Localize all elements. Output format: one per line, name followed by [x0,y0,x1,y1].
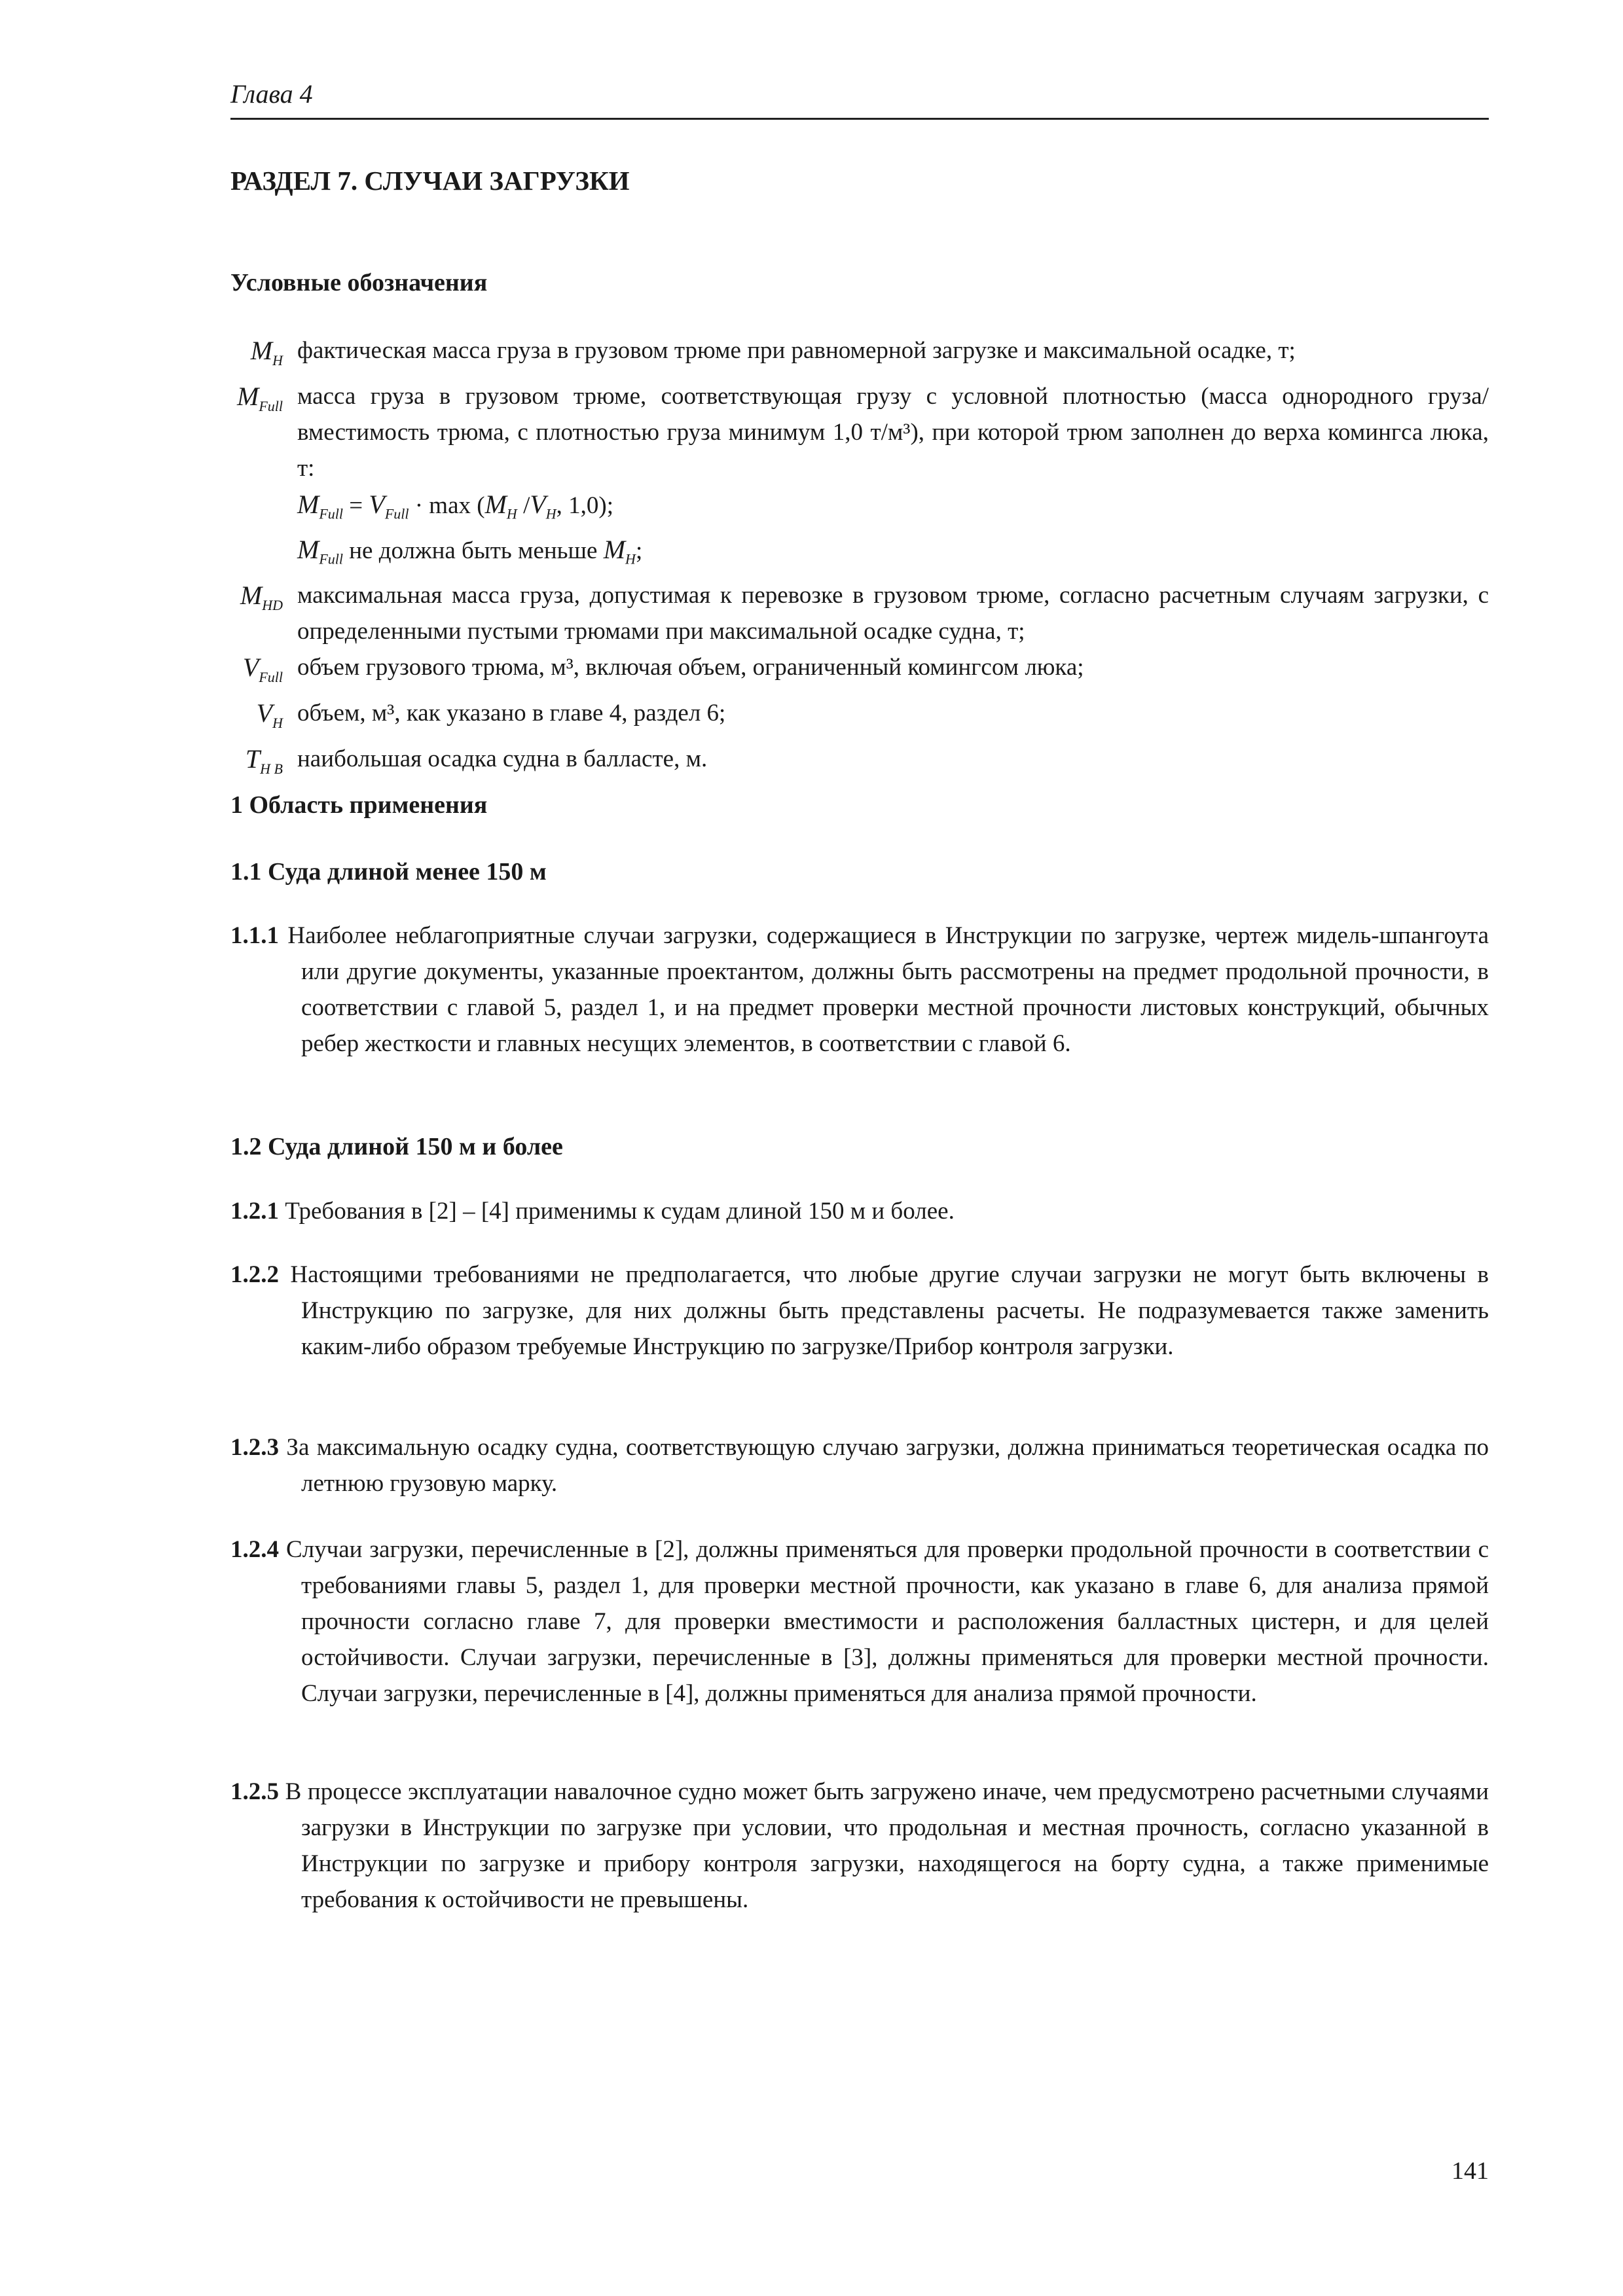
notation-item [211,577,1489,649]
clause-text: Настоящими требованиями не предполагается, что любые другие случаи загрузки не могут быть включены в Инструкцию по загрузке, для них должны быть представлены расчеты. Не подразумевается также заменить каким-либо образом требуемые Инструкцию по загрузке/Прибор контроля загрузки. [279,1261,1489,1360]
notation-definition: фактическая масса груза в грузовом трюме при равномерной загрузке и максимальной осадке, т; [297,337,1296,364]
notation-symbol: $M_{HD}$ [240,580,283,613]
clause-1-2-3 [230,1429,1489,1501]
notation-symbol: $M_H$ [250,336,283,368]
clause-1-1-1 [230,918,1489,1062]
scope-heading: 1 Область применения [230,791,488,819]
clause-text: В процессе эксплуатации навалочное судно может быть загружено иначе, чем предусмотрено расчетными случаями загрузки в Инструкции по загрузке при условии, что продольная и местная прочность, согласно указанной в Инструкции по загрузке и прибору контроля загрузки, находящегося на борту судна, а также применимые требования к остойчивости не превышены. [279,1778,1489,1913]
notation-list [211,332,1489,787]
notation-definition: объем, м³, как указано в главе 4, раздел 6; [297,699,726,726]
subsection-heading: 1.2 Суда длиной 150 м и более [230,1133,563,1160]
notation-item [211,695,1489,741]
section-title: РАЗДЕЛ 7. СЛУЧАИ ЗАГРУЗКИ [230,166,630,196]
clause-1-2-5 [230,1774,1489,1918]
notation-definition: максимальная масса груза, допустимая к перевозке в грузовом трюме, согласно расчетным случаям загрузки, с определенными пустыми трюмами при максимальной осадке судна, т; [297,581,1489,645]
notation-item [211,649,1489,695]
page-header [230,77,1489,120]
notation-definition: масса груза в грузовом трюме, соответствующая грузу с условной плотностью (масса однородного груза/вместимость трюма, с плотностью груза минимум 1,0 т/м³), при которой трюм заполнен до верха комингса люка, т: [297,383,1489,482]
clause-text: Наиболее неблагоприятные случаи загрузки, содержащиеся в Инструкции по загрузке, чертеж мидель-шпангоута или другие документы, указанные проектантом, должны быть рассмотрены на предмет продольной прочности, в соответствии с главой 5, раздел 1, и на предмет проверки местной прочности листовых конструкций, обычных ребер жесткости и главных несущих элементов, в соответствии с главой 6. [279,922,1489,1057]
notation-definition: объем грузового трюма, м³, включая объем, ограниченный комингсом люка; [297,653,1084,681]
notation-item [211,378,1489,486]
notation-symbol: $M_{Full}$ [237,382,283,414]
page-number: 141 [1451,2157,1489,2185]
formula-row [211,486,1489,531]
clause-number: 1.2.2 [230,1261,279,1288]
formula-row [211,531,1489,577]
subsection-heading: 1.1 Суда длиной менее 150 м [230,858,547,886]
clause-number: 1.2.3 [230,1434,279,1461]
clause-number: 1.2.1 [230,1198,279,1225]
notation-item [211,741,1489,787]
clause-text: Требования в [2] – [4] применимы к судам длиной 150 м и более. [279,1198,955,1225]
notation-symbol: $T_{H B}$ [245,744,283,777]
notation-heading: Условные обозначения [230,269,488,296]
chapter-label: Глава 4 [230,79,313,109]
clause-number: 1.2.4 [230,1536,279,1563]
notation-item [211,332,1489,378]
clause-text: За максимальную осадку судна, соответствующую случаю загрузки, должна приниматься теоретическая осадка по летнюю грузовую марку. [279,1434,1489,1497]
clause-number: 1.2.5 [230,1778,279,1805]
clause-1-2-1 [230,1193,1489,1229]
clause-text: Случаи загрузки, перечисленные в [2], должны применяться для проверки продольной прочности в соответствии с требованиями главы 5, раздел 1, для проверки местной прочности, как указано в главе 6, для анализа прямой прочности согласно главе 7, для проверки вместимости и расположения балластных цистерн, и для целей остойчивости. Случаи загрузки, перечисленные в [3], должны применяться для проверки местной прочности. Случаи загрузки, перечисленные в [4], должны применяться для анализа прямой прочности. [279,1536,1489,1707]
notation-symbol: $V_H$ [256,698,283,731]
notation-symbol: $V_{Full}$ [242,652,283,685]
notation-definition: наибольшая осадка судна в балласте, м. [297,745,708,772]
clause-1-2-2 [230,1257,1489,1365]
clause-number: 1.1.1 [230,922,279,949]
formula-mfull: $M_{Full} = V_{Full} \cdot \max (M_H$ $/V_H$, 1,0); [297,490,614,522]
formula-condition: $M_{Full}$ не должна быть меньше $M_H$; [297,535,643,567]
clause-1-2-4 [230,1532,1489,1712]
